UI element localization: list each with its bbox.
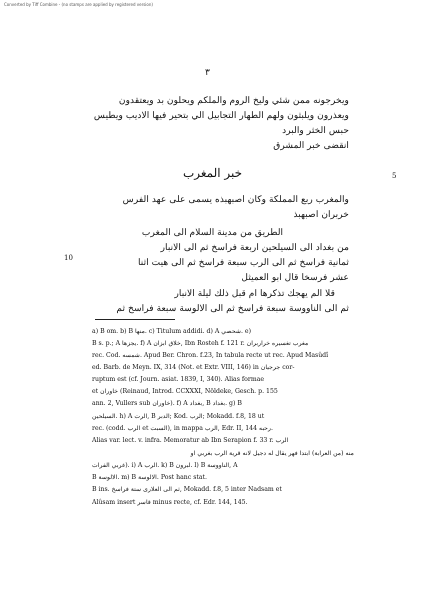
footnote-line: منه (من العرابة) ابتدا فهر يقال له دجيل لانه قرية الرب بغربي او bbox=[190, 450, 354, 457]
arabic-line: من بغداد الى السيلحين اربعة فراسخ ثم الى الانبار bbox=[160, 242, 349, 253]
converter-watermark: Converted by Tiff Combine - (no stamps are applied by registered version) bbox=[4, 2, 153, 7]
footnote-line: Alias var. lect. v. infra. Memoratur ab Ibn Serapion f. 33 r. الرب bbox=[92, 437, 289, 444]
footnote-line: السيلحين. h) A الرت, B الدبر; Kod. الرب; Mokadd. f.8, 18 ut bbox=[92, 413, 265, 420]
footnote-line: Alûsam insert قاسر minus recte, cf. Edr. 144, 145. bbox=[92, 499, 248, 506]
arabic-line: حبس الخثر والبرد bbox=[282, 125, 349, 136]
verse-line: قلا الم يهجك تذكرها ام قبل ذلك ليلة الانبار bbox=[174, 288, 335, 299]
footnote-line: ann. 2, Vullers sub خاوران). f) A بغداد, B بغداد. g) B bbox=[92, 400, 242, 407]
footnote-line: rec. (codd. الرب et السبت), in mappa الرب, Edr. II, 144 رحبه. bbox=[92, 425, 273, 432]
footnote-line: B s. p.; A يجزها. f) A خلاق ابزان, Ibn Rosteh f. 121 r. مغرب تغسيره خراربران bbox=[92, 340, 309, 347]
arabic-line: ثمانية فراسخ ثم الى الرب سبعة فراسخ ثم الى هيت اثنا bbox=[138, 257, 349, 268]
arabic-line: ويخرجونه ممن شئي وليخ الروم والملكم ويحلون بد ويعتقدون bbox=[118, 95, 349, 106]
arabic-line: والمغرب ربع المملكة وكان اصبهبذه يسمى على عهد الفرس bbox=[122, 194, 349, 205]
arabic-line: عشر فرسخا قال ابو العميثل bbox=[241, 272, 349, 283]
arabic-line: انقضى خبر المشرق bbox=[273, 140, 349, 151]
footnote-line: rec. Cod. شمسه. Apud Ber. Chron. f.23, In tabula recte ut rec. Apud Masûdî bbox=[92, 352, 329, 359]
footnote-line: a) B om. b) B منها. c) Titulum addidi. d) A شحصي. e) bbox=[92, 328, 252, 335]
footnote-line: et خاوران (Reinaud, Introd. CCXXXI, Nöldeke, Gesch. p. 155 bbox=[92, 388, 278, 395]
arabic-line: ويعذرون ويلبثون ولهم الطهار التجابيل الي بتحير فيها الاديب ويطيس bbox=[93, 110, 349, 121]
footnote-line: ed. Barb. de Meyn. IX, 314 (Not. et Extr. VIII, 146) in جرجيان cor- bbox=[92, 364, 295, 371]
arabic-line: خربران اصبهبذ bbox=[293, 209, 349, 220]
page-number: ٣ bbox=[205, 68, 210, 78]
footnote-line: B الالوسة. m) B الالوسة. Post hanc stat. bbox=[92, 474, 208, 481]
footnote-line: غربي الفرات). i) A الرب. k) B لبرون. l) B الناووسة, A bbox=[92, 462, 238, 469]
line-number-10: 10 bbox=[64, 254, 73, 262]
route-subheading: الطريق من مدينة السلام الى المغرب bbox=[141, 227, 284, 238]
line-number-5: 5 bbox=[392, 172, 397, 180]
footnote-line: ruptum est (cf. Journ. asiat. 1839, I, 340). Alias formae bbox=[92, 376, 265, 383]
arabic-line: ثم الى الناووسة سبعة فراسخ ثم الى الالوسة سبعة فراسخ ثم bbox=[116, 303, 349, 314]
footnote-rule bbox=[95, 319, 175, 320]
section-heading: خبر المغرب bbox=[182, 166, 243, 180]
footnote-line: B ins. ثم الى العلارى ستة فراسخ, Mokadd. f.8, 5 inter Nadsam et bbox=[92, 486, 282, 493]
